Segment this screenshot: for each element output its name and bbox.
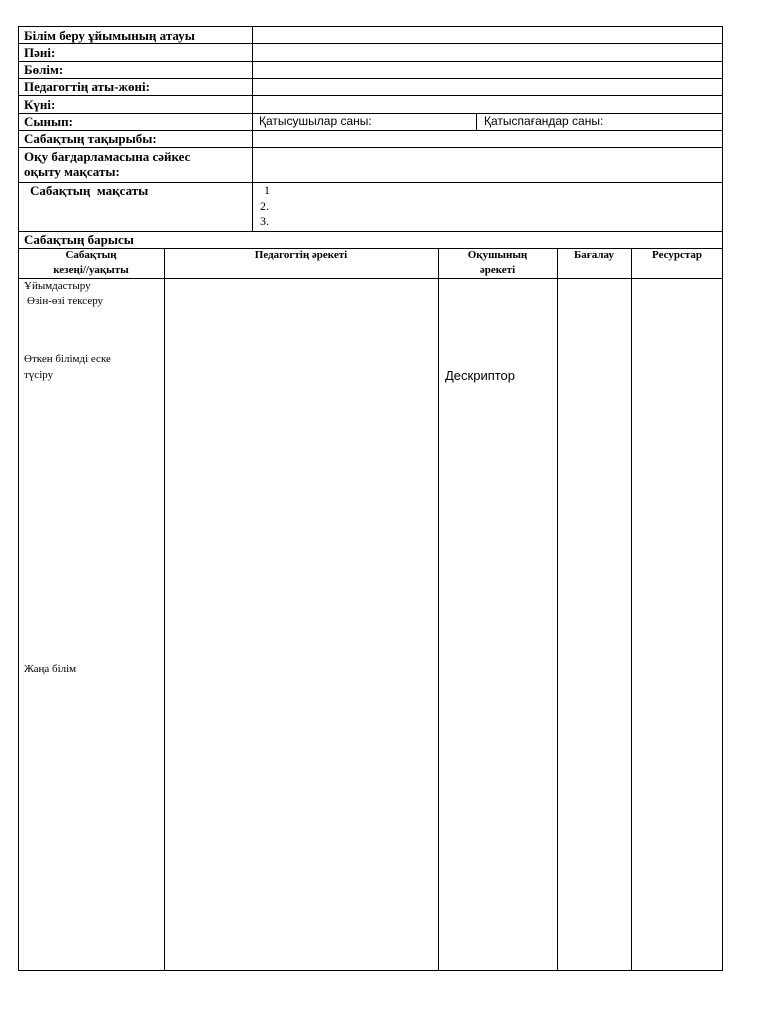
column-divider <box>252 26 253 231</box>
org-name-label: Білім беру ұйымының атауы <box>24 28 195 43</box>
learning-objective-label: Оқу бағдарламасына сәйкес <box>24 149 191 164</box>
student-activity-column-header: әрекеті <box>479 264 516 276</box>
teacher-activity-column-header: Педагогтің әрекеті <box>254 249 348 261</box>
assessment-column-header: Бағалау <box>574 249 614 261</box>
teacher-name-label: Педагогтің аты-жөні: <box>24 79 150 94</box>
column-divider <box>476 113 477 130</box>
aim-item: 1 <box>264 183 270 197</box>
form-outer-border <box>18 26 723 971</box>
date-label: Күні: <box>24 97 56 112</box>
row-divider <box>18 278 723 279</box>
student-activity-column-header: Оқушының <box>467 249 528 261</box>
row-divider <box>18 61 723 62</box>
descriptor-text: Дескриптор <box>445 368 516 383</box>
stage-column-header: кезеңі//уақыты <box>53 264 129 276</box>
column-divider <box>557 248 558 971</box>
present-count-label: Қатысушылар саны: <box>259 114 372 128</box>
stage-column-header: Сабақтың <box>65 249 117 261</box>
lesson-progress-title: Сабақтың барысы <box>24 232 134 247</box>
subject-label: Пәні: <box>24 45 56 60</box>
lesson-topic-label: Сабақтың тақырыбы: <box>24 131 157 146</box>
resources-column-header: Ресурстар <box>652 249 702 261</box>
row-divider <box>18 95 723 96</box>
aim-item: 2. <box>260 199 269 213</box>
stage-organizing: Ұйымдастыру <box>24 280 91 292</box>
stage-recall: Өткен білімді еске <box>24 353 111 365</box>
stage-self-check: Өзін-өзі тексеру <box>27 295 104 307</box>
absent-count-label: Қатыспағандар саны: <box>484 114 604 128</box>
aim-item: 3. <box>260 214 269 228</box>
lesson-aim-label: Сабақтың мақсаты <box>30 183 149 198</box>
row-divider <box>18 147 723 148</box>
stage-new-knowledge: Жаңа білім <box>24 663 77 675</box>
column-divider <box>438 248 439 971</box>
section-label: Бөлім: <box>24 62 64 77</box>
column-divider <box>631 248 632 971</box>
column-divider <box>164 248 165 971</box>
row-divider <box>18 43 723 44</box>
stage-recall: түсіру <box>24 369 54 381</box>
learning-objective-label: оқыту мақсаты: <box>24 164 120 179</box>
class-label: Сынып: <box>24 114 73 129</box>
